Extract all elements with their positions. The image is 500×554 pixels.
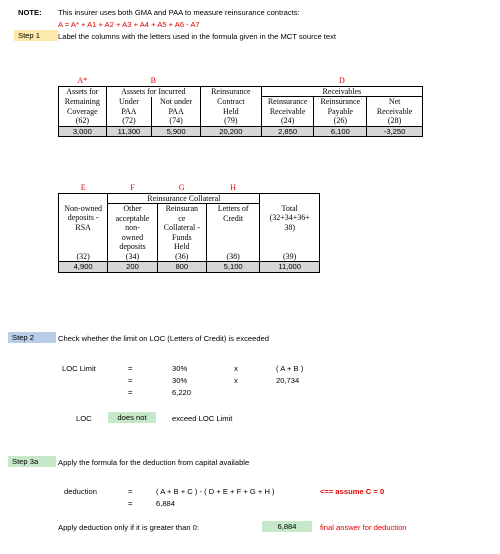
note-text: This insurer uses both GMA and PAA to measure reinsurance contracts: (58, 8, 300, 17)
deduction-result: 6,884 (156, 499, 176, 508)
letter-b: B (150, 76, 156, 85)
code-cell: (72) (106, 116, 152, 126)
header-reins-payable: Reinsurance (314, 97, 367, 107)
code-cell: (39) (260, 252, 320, 262)
header-line: Held (200, 107, 261, 117)
header-under-paa: Under (106, 97, 152, 107)
value-cell: 11,000 (260, 262, 320, 273)
header-reinsurance-collateral-funds: Reinsuran ce Collateral - Funds Held (157, 204, 206, 252)
exceed-text: exceed LOC Limit (172, 414, 233, 423)
final-answer-label: final answer for deduction (320, 523, 407, 532)
header-total: Total (32+34+36+ 38) (260, 204, 320, 252)
final-value-badge: 6,884 (262, 521, 312, 532)
note-label: NOTE: (18, 8, 42, 17)
code-cell: (62) (59, 116, 107, 126)
header-line: Coverage (59, 107, 107, 117)
letter-f: F (130, 183, 135, 192)
deduction-formula: ( A + B + C ) - ( D + E + F + G + H ) (156, 487, 275, 496)
code-cell: (32) (59, 252, 108, 262)
letter-h: H (230, 183, 237, 192)
header-net-receivable: Net (367, 97, 423, 107)
value-cell: 6,100 (314, 126, 367, 137)
value-cell: 2,850 (261, 126, 314, 137)
loc-pct: 30% (172, 364, 188, 373)
value-cell: -3,250 (367, 126, 423, 137)
header-line: Payable (314, 107, 367, 117)
letter-a-star: A* (77, 76, 88, 85)
times-sign: x (234, 364, 238, 373)
header-other-acceptable: Other acceptable non- owned deposits (108, 204, 157, 252)
equals-sign: = (128, 364, 133, 373)
header-letters-of-credit: Letters of Credit (206, 204, 259, 252)
letter-d: D (338, 76, 345, 85)
header-line: PAA (106, 107, 152, 117)
value-cell: 800 (157, 262, 206, 273)
code-cell: (24) (261, 116, 314, 126)
header-reins-receivable: Reinsurance (261, 97, 314, 107)
does-not-badge: does not (108, 412, 156, 423)
step1-label: Step 1 (14, 30, 58, 41)
table-mct-assets (58, 76, 423, 137)
header-reinsurance-collateral: Reinsurance Collateral (108, 193, 260, 204)
header-non-owned-deposits: Non-owned deposits - RSA (59, 204, 108, 252)
loc-label: LOC (76, 414, 92, 423)
code-cell: (26) (314, 116, 367, 126)
step3a-text: Apply the formula for the deduction from capital available (58, 458, 250, 467)
equals-sign: = (128, 499, 133, 508)
table-collateral (58, 183, 320, 273)
step1-text: Label the columns with the letters used in the formula given in the MCT source text (58, 32, 337, 41)
header-assets-incurred: Asssets for Incurred (106, 86, 200, 97)
deduction-label: deduction (64, 487, 97, 496)
header-line: Remaining (59, 97, 107, 107)
value-cell: 4,900 (59, 262, 108, 273)
header-not-under-paa: Not under (152, 97, 201, 107)
loc-base-value: 20,734 (276, 376, 300, 385)
letter-g: G (178, 183, 185, 192)
times-sign: x (234, 376, 238, 385)
value-cell: 20,200 (200, 126, 261, 137)
code-cell: (74) (152, 116, 201, 126)
step2-label: Step 2 (8, 332, 56, 343)
header-assets-remaining: Assets for (59, 86, 107, 97)
loc-limit-value: 6,220 (172, 388, 192, 397)
code-cell: (36) (157, 252, 206, 262)
letter-e: E (80, 183, 86, 192)
value-cell: 5,900 (152, 126, 201, 137)
loc-pct-2: 30% (172, 376, 188, 385)
note-formula: A = A* + A1 + A2 + A3 + A4 + A5 + A6 - A7 (58, 20, 200, 29)
equals-sign: = (128, 376, 133, 385)
header-reinsurance-contract: Reinsurance (200, 86, 261, 97)
header-line: PAA (152, 107, 201, 117)
loc-expr: ( A + B ) (276, 364, 304, 373)
code-cell: (79) (200, 116, 261, 126)
value-cell: 200 (108, 262, 157, 273)
loc-limit-label: LOC Limit (62, 364, 96, 373)
header-receivables: Receivables (261, 86, 422, 97)
value-cell: 3,000 (59, 126, 107, 137)
step3a-label: Step 3a (8, 456, 56, 467)
apply-text: Apply deduction only if it is greater than 0: (58, 523, 199, 532)
code-cell: (34) (108, 252, 157, 262)
equals-sign: = (128, 487, 133, 496)
code-cell: (38) (206, 252, 259, 262)
assume-note: <== assume C = 0 (320, 487, 385, 496)
header-line: Receivable (367, 107, 423, 117)
value-cell: 5,100 (206, 262, 259, 273)
header-line: Receivable (261, 107, 314, 117)
code-cell: (28) (367, 116, 423, 126)
value-cell: 11,300 (106, 126, 152, 137)
equals-sign: = (128, 388, 133, 397)
header-line: Contract (200, 97, 261, 107)
step2-text: Check whether the limit on LOC (Letters of Credit) is exceeded (58, 334, 270, 343)
